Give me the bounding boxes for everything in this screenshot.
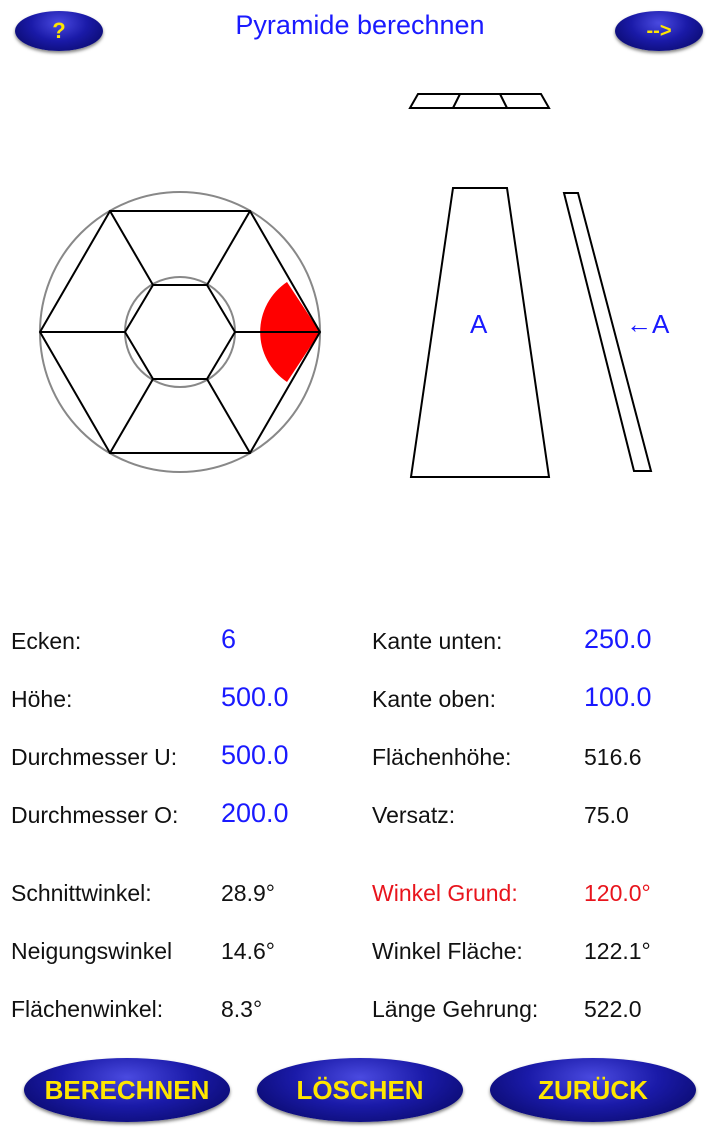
value-laenge-gehrung: 522.0 [584, 996, 642, 1022]
input-durchmesser-o[interactable]: 200.0 [221, 798, 289, 828]
help-button[interactable]: ? [15, 11, 103, 51]
inner-hexagon [125, 285, 235, 379]
value-winkel-flaeche: 122.1° [584, 938, 651, 964]
top-face-strip [410, 94, 549, 108]
loeschen-button[interactable]: LÖSCHEN [257, 1058, 463, 1122]
label-durchmesser-o: Durchmesser O: [11, 802, 179, 828]
face-label-edge: ←A [626, 309, 670, 339]
value-winkel-grund: 120.0° [584, 880, 651, 906]
label-flaechenhoehe: Flächenhöhe: [372, 744, 512, 770]
input-kante-oben[interactable]: 100.0 [584, 682, 652, 712]
label-durchmesser-u: Durchmesser U: [11, 744, 178, 770]
zurueck-button[interactable]: ZURÜCK [490, 1058, 696, 1122]
label-versatz: Versatz: [372, 802, 456, 828]
inner-circle [125, 277, 235, 387]
label-kante-unten: Kante unten: [372, 628, 503, 654]
value-flaechenwinkel: 8.3° [221, 996, 263, 1022]
value-neigungswinkel: 14.6° [221, 938, 275, 964]
label-flaechenwinkel: Flächenwinkel: [11, 996, 164, 1022]
value-versatz: 75.0 [584, 802, 629, 828]
input-kante-unten[interactable]: 250.0 [584, 624, 652, 654]
page-title: Pyramide berechnen [235, 10, 485, 40]
label-ecken: Ecken: [11, 628, 82, 654]
next-button[interactable]: --> [615, 11, 703, 51]
value-schnittwinkel: 28.9° [221, 880, 275, 906]
input-hoehe[interactable]: 500.0 [221, 682, 289, 712]
value-flaechenhoehe: 516.6 [584, 744, 642, 770]
label-winkel-flaeche: Winkel Fläche: [372, 938, 523, 964]
label-hoehe: Höhe: [11, 686, 73, 712]
label-laenge-gehrung: Länge Gehrung: [372, 996, 539, 1022]
label-winkel-grund: Winkel Grund: [372, 880, 518, 906]
label-kante-oben: Kante oben: [372, 686, 497, 712]
label-schnittwinkel: Schnittwinkel: [11, 880, 152, 906]
label-neigungswinkel: Neigungswinkel [11, 938, 173, 964]
hexagon-edges [40, 211, 320, 453]
face-label-a: A [470, 309, 488, 339]
input-durchmesser-u[interactable]: 500.0 [221, 740, 289, 770]
top-view-diagram [0, 0, 720, 520]
input-ecken[interactable]: 6 [221, 624, 237, 654]
berechnen-button[interactable]: BERECHNEN [24, 1058, 230, 1122]
